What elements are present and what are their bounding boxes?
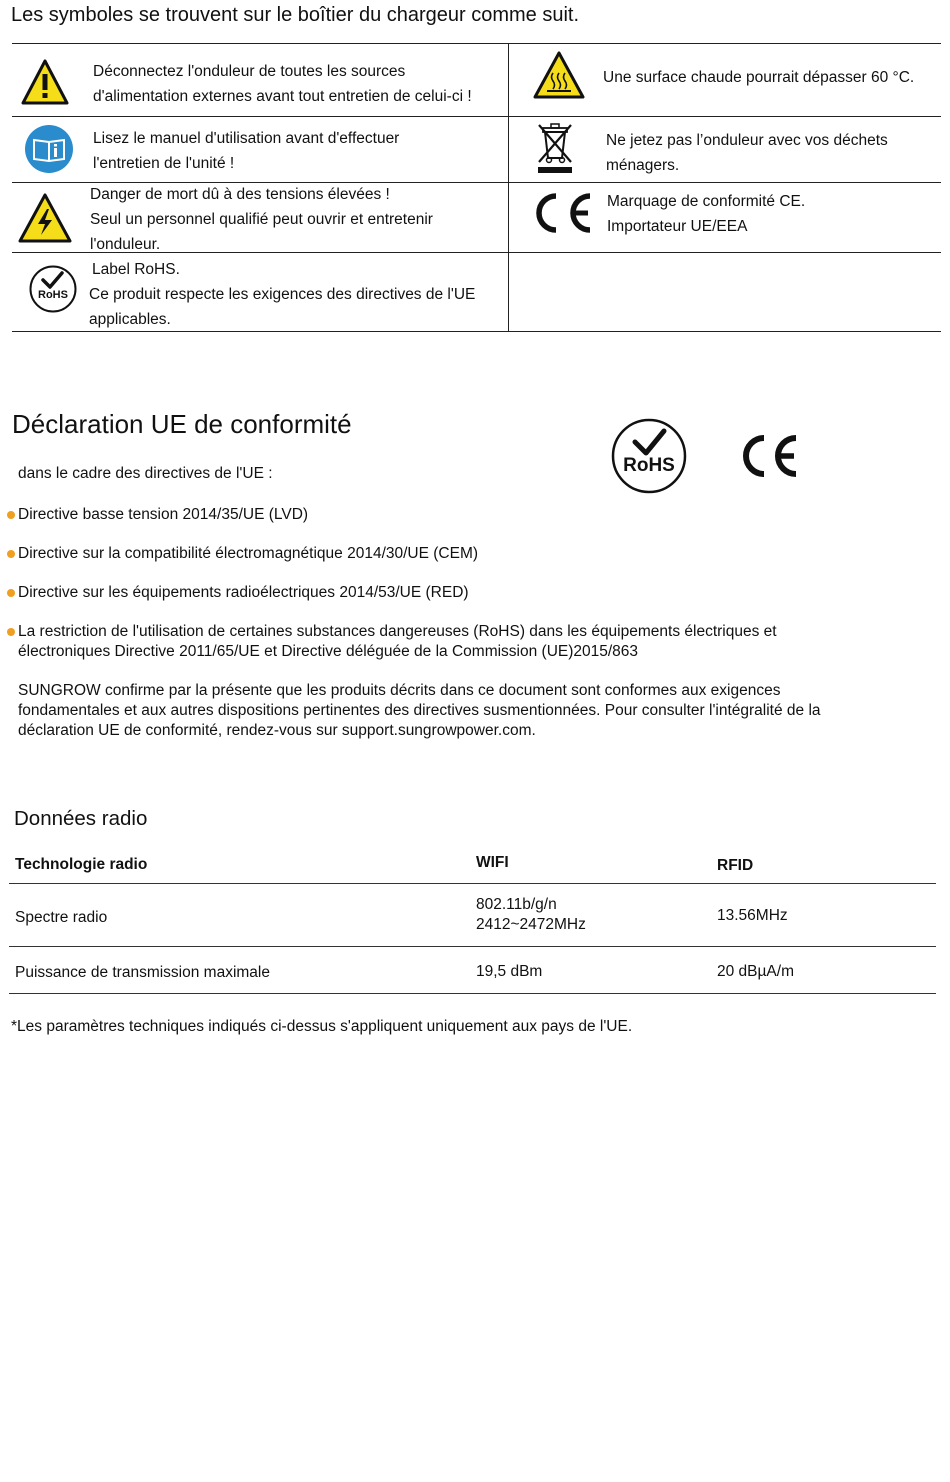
bullet-dot bbox=[7, 550, 15, 558]
table-rule bbox=[12, 43, 941, 44]
ce-text: Marquage de conformité CE. Importateur UE/EEA bbox=[607, 193, 806, 235]
bullet-dot bbox=[7, 511, 15, 519]
table-cell: 20 dBµA/m bbox=[717, 963, 794, 980]
table-cell: 13.56MHz bbox=[717, 907, 788, 924]
table-cell: 802.11b/g/n 2412~2472MHz bbox=[476, 896, 586, 933]
rohs-text: Label RoHS. Ce produit respecte les exigences des directives de l'UE applicables. bbox=[89, 261, 476, 328]
bullet-dot bbox=[7, 589, 15, 597]
radio-data-title: Données radio bbox=[14, 807, 148, 830]
rohs-icon-label: RoHS bbox=[38, 289, 68, 301]
header-wifi: WIFI bbox=[476, 854, 509, 871]
rohs-icon bbox=[29, 265, 77, 313]
table-cell: Puissance de transmission maximale bbox=[15, 964, 270, 981]
rohs-logo-label: RoHS bbox=[623, 455, 675, 476]
header-rfid: RFID bbox=[717, 857, 754, 874]
table-cell: Spectre radio bbox=[15, 909, 108, 926]
intro-text: Les symboles se trouvent sur le boîtier du chargeur comme suit. bbox=[11, 4, 580, 26]
declaration-title: Déclaration UE de conformité bbox=[12, 409, 352, 439]
warning-text: Déconnectez l'onduleur de toutes les sources d'alimentation externes avant tout entretien de celui-ci ! bbox=[93, 63, 472, 105]
weee-text: Ne jetez pas l’onduleur avec vos déchets ménagers. bbox=[606, 132, 888, 174]
rohs-logo bbox=[611, 418, 687, 494]
declaration-paragraph: SUNGROW confirme par la présente que les produits décrits dans ce document sont conformes aux exigences fondamentales et aux autres dispositions pertinentes des directives susmentionnées. Pour consulter l'intégralité de la déclaration UE de conformité, rendez-vous sur support.sungrowpower.com. bbox=[18, 682, 821, 739]
high-voltage-icon bbox=[18, 193, 72, 243]
table-rule bbox=[9, 946, 936, 947]
ce-logo bbox=[741, 433, 799, 479]
hot-surface-text: Une surface chaude pourrait dépasser 60 °C. bbox=[603, 69, 915, 86]
table-rule bbox=[9, 993, 936, 994]
footnote: *Les paramètres techniques indiqués ci-dessus s'appliquent uniquement aux pays de l'UE. bbox=[11, 1018, 633, 1035]
table-rule bbox=[12, 116, 941, 117]
ce-mark-icon bbox=[530, 192, 594, 234]
manual-icon bbox=[25, 125, 73, 173]
table-rule bbox=[9, 883, 936, 884]
table-cell: 19,5 dBm bbox=[476, 963, 543, 980]
declaration-intro: dans le cadre des directives de l'UE : bbox=[18, 465, 273, 482]
manual-text: Lisez le manuel d'utilisation avant d'effectuer l'entretien de l'unité ! bbox=[93, 130, 400, 172]
warning-icon bbox=[21, 59, 69, 105]
high-voltage-text: Danger de mort dû à des tensions élevées ! Seul un personnel qualifié peut ouvrir et entretenir l'onduleur. bbox=[90, 186, 433, 253]
table-divider bbox=[508, 43, 509, 332]
header-technology: Technologie radio bbox=[15, 856, 148, 873]
bullet-dot bbox=[7, 628, 15, 636]
weee-bin-icon bbox=[535, 122, 575, 174]
hot-surface-icon bbox=[533, 51, 585, 99]
